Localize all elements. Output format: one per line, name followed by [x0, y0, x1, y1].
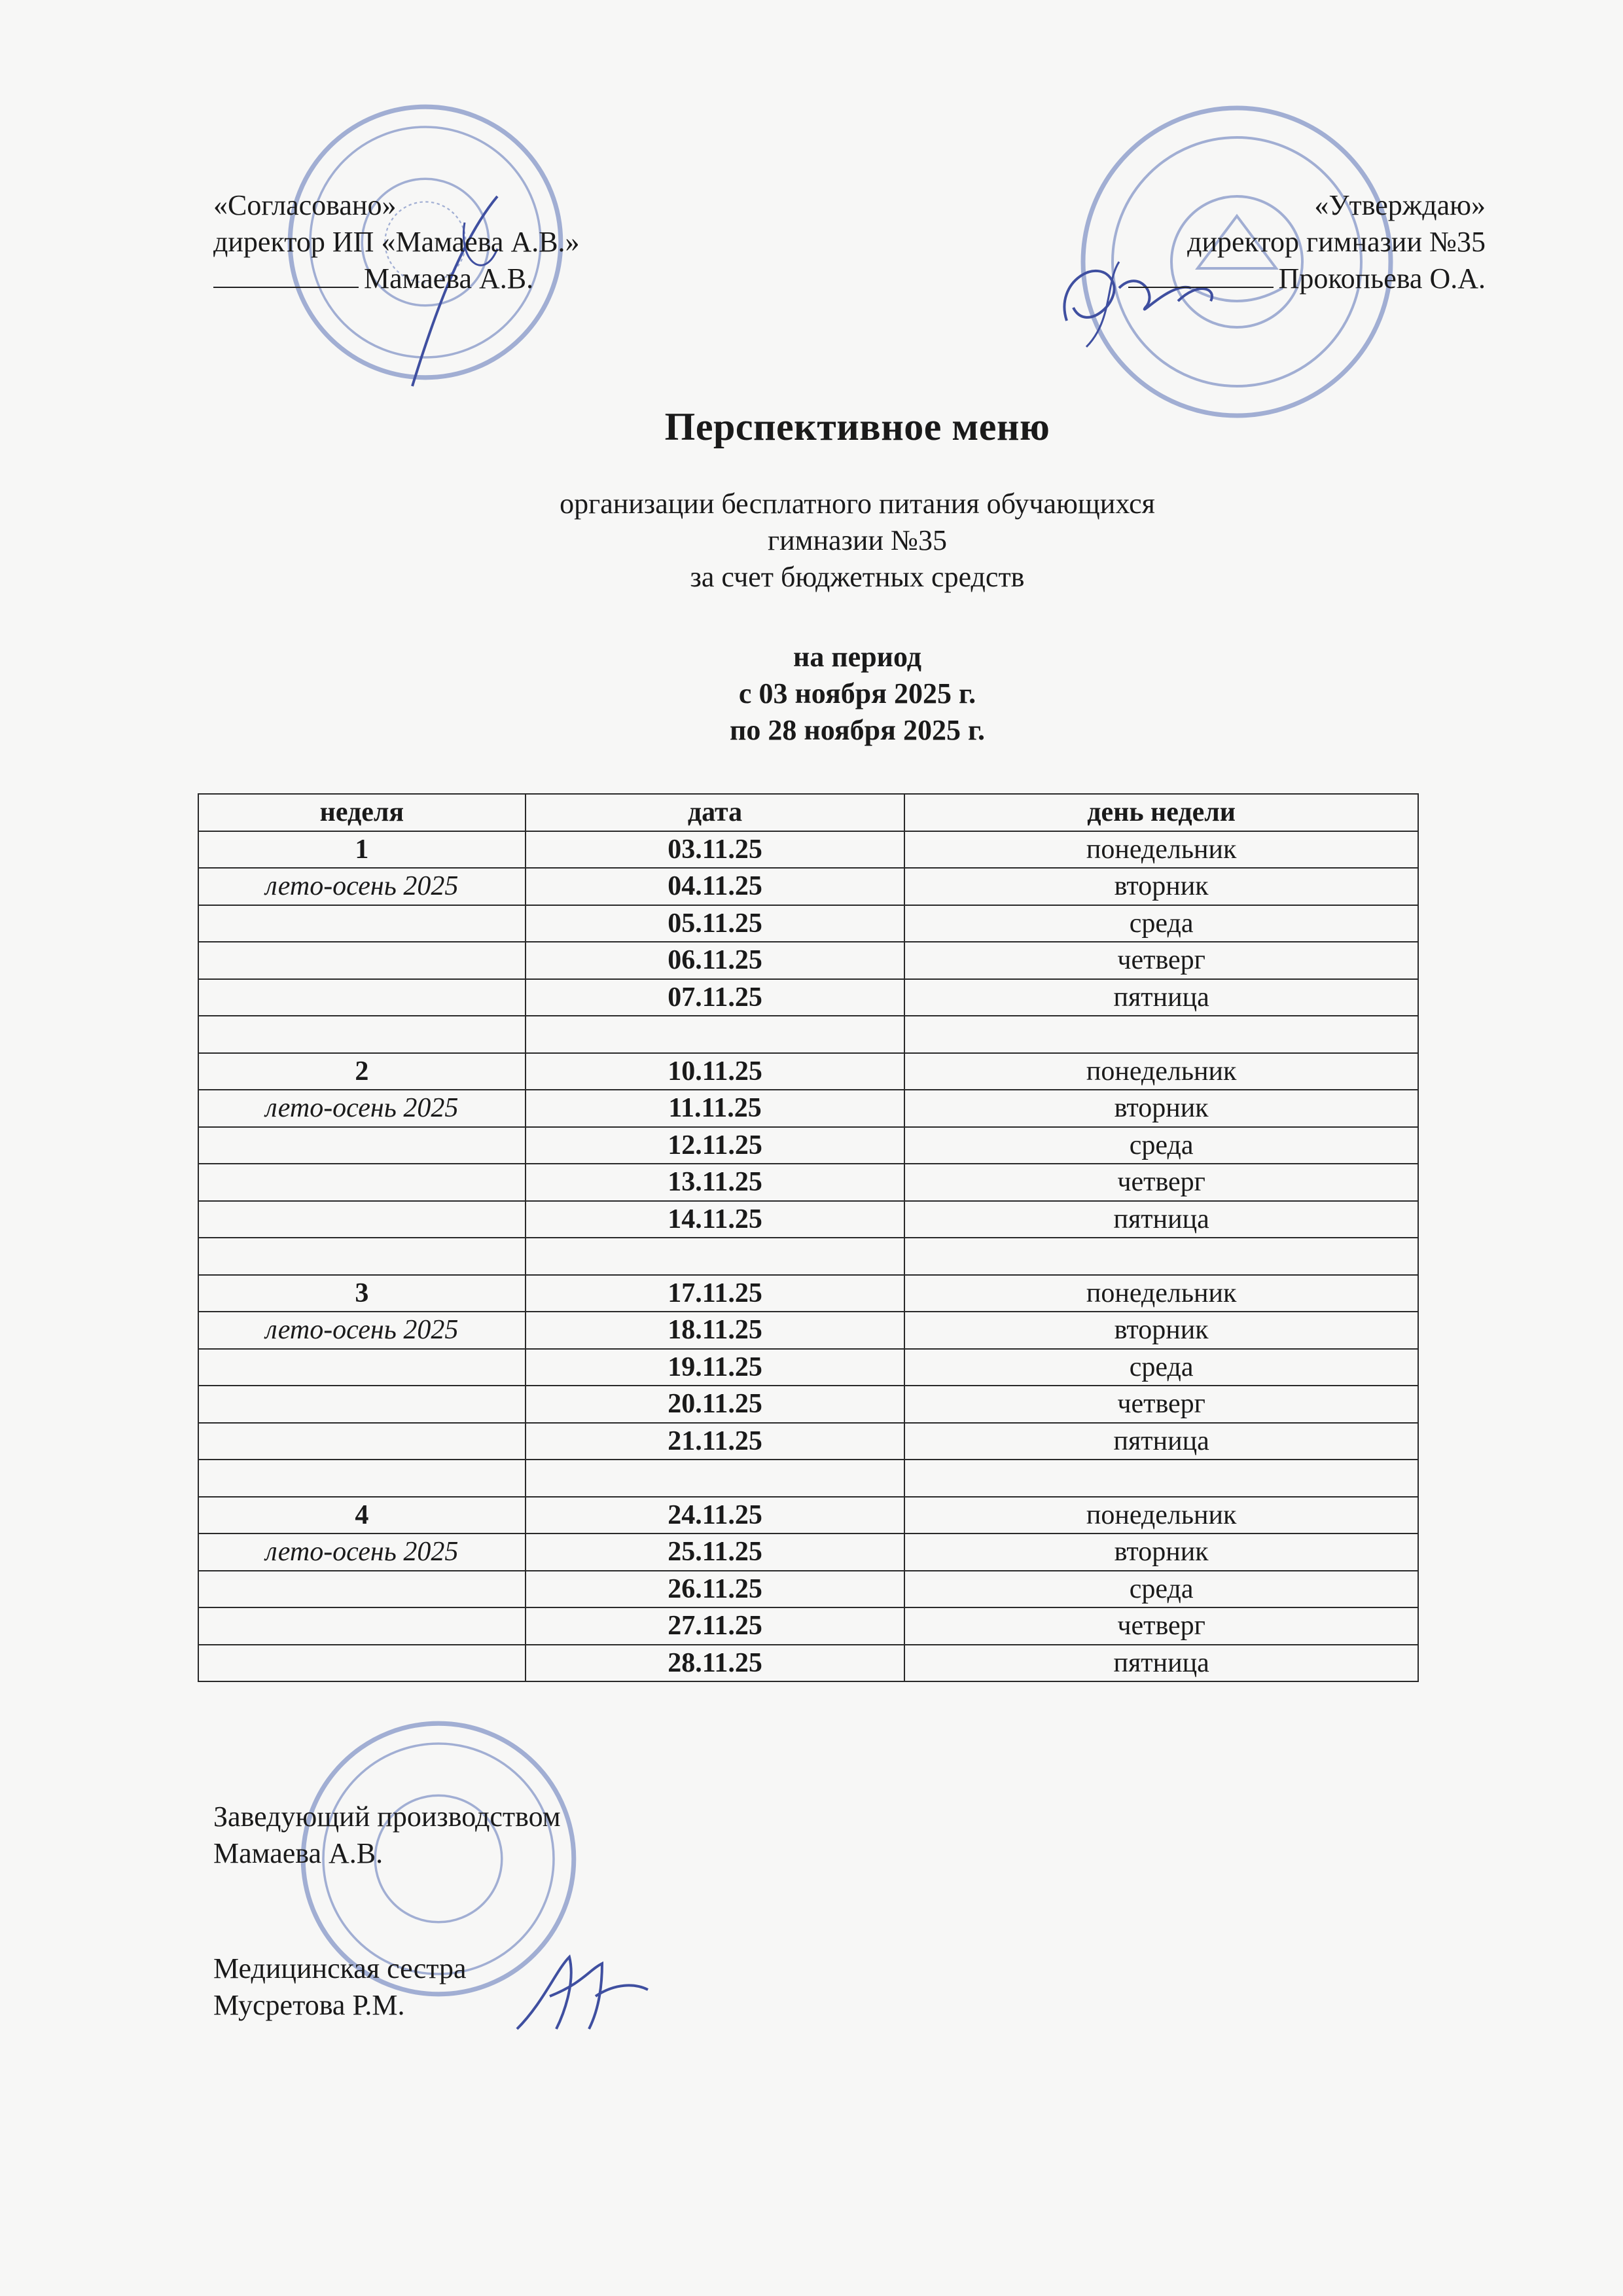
cell-week [198, 1127, 526, 1164]
table-row [198, 1238, 1418, 1275]
cell-day: среда [904, 1349, 1418, 1386]
approval-right-position: директор гимназии №35 [1187, 226, 1486, 258]
cell-date: 05.11.25 [526, 905, 904, 942]
cell-day: вторник [904, 868, 1418, 905]
cell-week: 2 [198, 1053, 526, 1090]
cell-date: 10.11.25 [526, 1053, 904, 1090]
table-row [198, 1423, 1418, 1460]
subtitle-line: за счет бюджетных средств [690, 561, 1025, 593]
table-row [198, 1386, 1418, 1423]
table-row [198, 1460, 1418, 1497]
cell-day: понедельник [904, 1275, 1418, 1312]
cell-week [198, 1201, 526, 1238]
document-subtitle [0, 486, 1623, 596]
menu-schedule-table [198, 793, 1419, 1682]
cell-date [526, 1460, 904, 1497]
cell-day: пятница [904, 1645, 1418, 1682]
production-role: Заведующий производством [213, 1801, 561, 1833]
cell-week: лето-осень 2025 [198, 1090, 526, 1127]
document-title: Перспективное меню [664, 405, 1050, 448]
approval-right-signature-line [1128, 260, 1486, 297]
table-row [198, 868, 1418, 905]
cell-date [526, 1238, 904, 1275]
cell-week [198, 905, 526, 942]
subtitle-line: гимназии №35 [768, 524, 947, 556]
cell-week [198, 1016, 526, 1053]
table-row [198, 1312, 1418, 1349]
table-row [198, 1607, 1418, 1645]
cell-week [198, 1607, 526, 1645]
cell-day [904, 1460, 1418, 1497]
cell-day: вторник [904, 1534, 1418, 1571]
cell-date: 28.11.25 [526, 1645, 904, 1682]
production-name: Мамаева А.В. [213, 1837, 383, 1869]
cell-day: пятница [904, 979, 1418, 1016]
cell-date [526, 1016, 904, 1053]
cell-week [198, 942, 526, 979]
table-row [198, 1127, 1418, 1164]
cell-day: понедельник [904, 1497, 1418, 1534]
footer-production [213, 1799, 561, 1872]
header-date: дата [526, 794, 904, 831]
cell-week: лето-осень 2025 [198, 1534, 526, 1571]
table-body [198, 831, 1418, 1682]
approval-right-name: Прокопьева О.А. [1278, 262, 1486, 295]
table-row [198, 1349, 1418, 1386]
period-line: по 28 ноября 2025 г. [730, 714, 985, 746]
table-row [198, 1201, 1418, 1238]
footer-nurse [213, 1950, 467, 2024]
approval-right [1128, 187, 1486, 297]
cell-date: 17.11.25 [526, 1275, 904, 1312]
period-line: на период [793, 641, 922, 673]
approval-right-heading: «Утверждаю» [1314, 189, 1486, 221]
cell-date: 11.11.25 [526, 1090, 904, 1127]
table-row [198, 831, 1418, 869]
cell-day: четверг [904, 1607, 1418, 1645]
signature-blank [1128, 263, 1274, 288]
cell-week [198, 1423, 526, 1460]
cell-date: 14.11.25 [526, 1201, 904, 1238]
nurse-name: Мусретова Р.М. [213, 1989, 405, 2021]
cell-date: 03.11.25 [526, 831, 904, 869]
cell-day: понедельник [904, 831, 1418, 869]
table-row [198, 1275, 1418, 1312]
cell-week [198, 1571, 526, 1608]
header-week: неделя [198, 794, 526, 831]
cell-date: 13.11.25 [526, 1164, 904, 1201]
cell-day: среда [904, 905, 1418, 942]
cell-date: 07.11.25 [526, 979, 904, 1016]
signature-blank [213, 263, 359, 288]
cell-day: вторник [904, 1090, 1418, 1127]
cell-date: 19.11.25 [526, 1349, 904, 1386]
nurse-role: Медицинская сестра [213, 1952, 467, 1984]
cell-day: четверг [904, 1386, 1418, 1423]
cell-week [198, 1645, 526, 1682]
table-row [198, 1053, 1418, 1090]
cell-day [904, 1238, 1418, 1275]
cell-week: лето-осень 2025 [198, 868, 526, 905]
cell-day: понедельник [904, 1053, 1418, 1090]
period-line: с 03 ноября 2025 г. [738, 677, 976, 709]
approval-left [213, 187, 580, 297]
table-row [198, 1645, 1418, 1682]
cell-day: пятница [904, 1423, 1418, 1460]
table-row [198, 1016, 1418, 1053]
cell-date: 18.11.25 [526, 1312, 904, 1349]
cell-week [198, 1164, 526, 1201]
cell-week: лето-осень 2025 [198, 1312, 526, 1349]
cell-week [198, 1349, 526, 1386]
cell-week: 4 [198, 1497, 526, 1534]
approval-left-signature-line [213, 260, 580, 297]
cell-week [198, 979, 526, 1016]
table-row [198, 1534, 1418, 1571]
cell-day: среда [904, 1571, 1418, 1608]
cell-date: 21.11.25 [526, 1423, 904, 1460]
cell-date: 25.11.25 [526, 1534, 904, 1571]
table-row [198, 905, 1418, 942]
cell-date: 26.11.25 [526, 1571, 904, 1608]
cell-day: вторник [904, 1312, 1418, 1349]
cell-week [198, 1386, 526, 1423]
signature-nurse [504, 1944, 661, 2042]
subtitle-line: организации бесплатного питания обучающихся [560, 488, 1155, 520]
approval-left-position: директор ИП «Мамаева А.В.» [213, 226, 580, 258]
cell-day [904, 1016, 1418, 1053]
table-row [198, 1497, 1418, 1534]
cell-week: 1 [198, 831, 526, 869]
table-row [198, 1090, 1418, 1127]
cell-day: четверг [904, 942, 1418, 979]
cell-date: 20.11.25 [526, 1386, 904, 1423]
approval-left-name: Мамаева А.В. [364, 262, 534, 295]
table-header-row [198, 794, 1418, 831]
document-period [0, 639, 1623, 749]
approval-left-heading: «Согласовано» [213, 189, 397, 221]
cell-week: 3 [198, 1275, 526, 1312]
cell-date: 04.11.25 [526, 868, 904, 905]
cell-day: четверг [904, 1164, 1418, 1201]
table-row [198, 979, 1418, 1016]
cell-week [198, 1238, 526, 1275]
cell-date: 06.11.25 [526, 942, 904, 979]
cell-date: 27.11.25 [526, 1607, 904, 1645]
header-day: день недели [904, 794, 1418, 831]
cell-week [198, 1460, 526, 1497]
table-row [198, 1164, 1418, 1201]
table-row [198, 1571, 1418, 1608]
cell-day: пятница [904, 1201, 1418, 1238]
cell-date: 24.11.25 [526, 1497, 904, 1534]
cell-date: 12.11.25 [526, 1127, 904, 1164]
cell-day: среда [904, 1127, 1418, 1164]
table-row [198, 942, 1418, 979]
